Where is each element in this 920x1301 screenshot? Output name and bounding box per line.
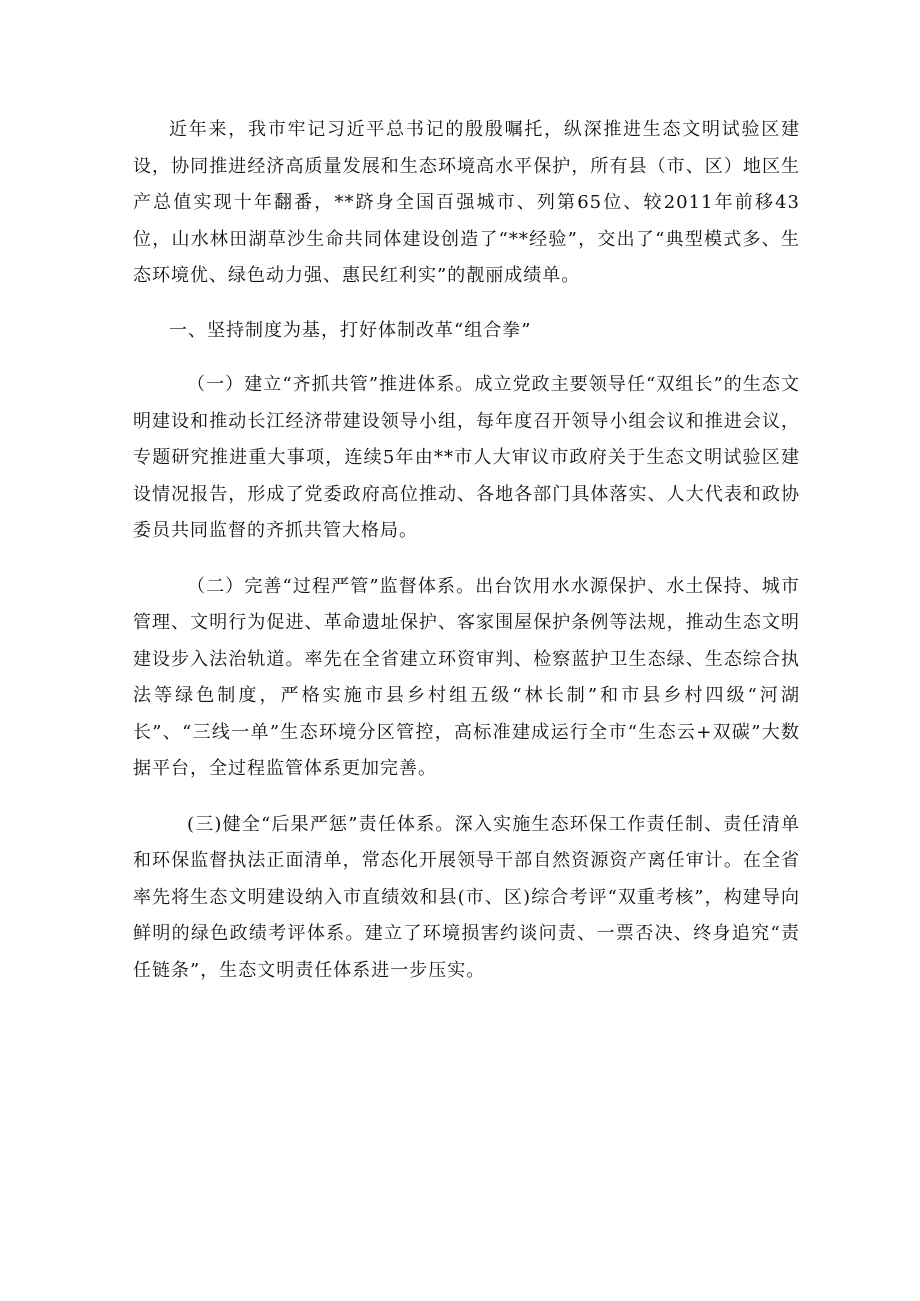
subsection-paragraph-3: (三)健全“后果严惩”责任体系。深入实施生态环保工作责任制、责任清单和环保监督执法正面清单，常态化开展领导干部自然资源资产离任审计。在全省率先将生态文明建设纳入市直绩效和县(市、区)综合考评“双重考核”，构建导向鲜明的绿色政绩考评体系。建立了环境损害约谈问责、一票否决、终身追究“责任链条”，生态文明责任体系进一步压实。 [133,813,800,981]
subsection-paragraph-1: （一）建立“齐抓共管”推进体系。成立党政主要领导任“双组长”的生态文明建设和推动长江经济带建设领导小组，每年度召开领导小组会议和推进会议，专题研究推进重大事项，连续5年由**市人大审议市政府关于生态文明试验区建设情况报告，形成了党委政府高位推动、各地各部门具体落实、人大代表和政协委员共同监督的齐抓共管大格局。 [133,374,800,541]
section-heading: 一、坚持制度为基，打好体制改革“组合拳” [169,319,532,341]
intro-paragraph: 近年来，我市牢记习近平总书记的殷殷嘱托，纵深推进生态文明试验区建设，协同推进经济高质量发展和生态环境高水平保护，所有县（市、区）地区生产总值实现十年翻番，**跻身全国百强城市、列第65位、较2011年前移43位，山水林田湖草沙生命共同体建设创造了“**经验”，交出了“典型模式多、生态环境优、绿色动力强、惠民红利实”的靓丽成绩单。 [133,119,800,286]
subsection-paragraph-2: （二）完善“过程严管”监督体系。出台饮用水水源保护、水土保持、城市管理、文明行为促进、革命遗址保护、客家围屋保护条例等法规，推动生态文明建设步入法治轨道。率先在全省建立环资审判、检察蓝护卫生态绿、生态综合执法等绿色制度，严格实施市县乡村组五级“林长制”和市县乡村四级“河湖长”、“三线一单”生态环境分区管控，高标准建成运行全市“生态云+双碳”大数据平台，全过程监管体系更加完善。 [133,575,800,779]
